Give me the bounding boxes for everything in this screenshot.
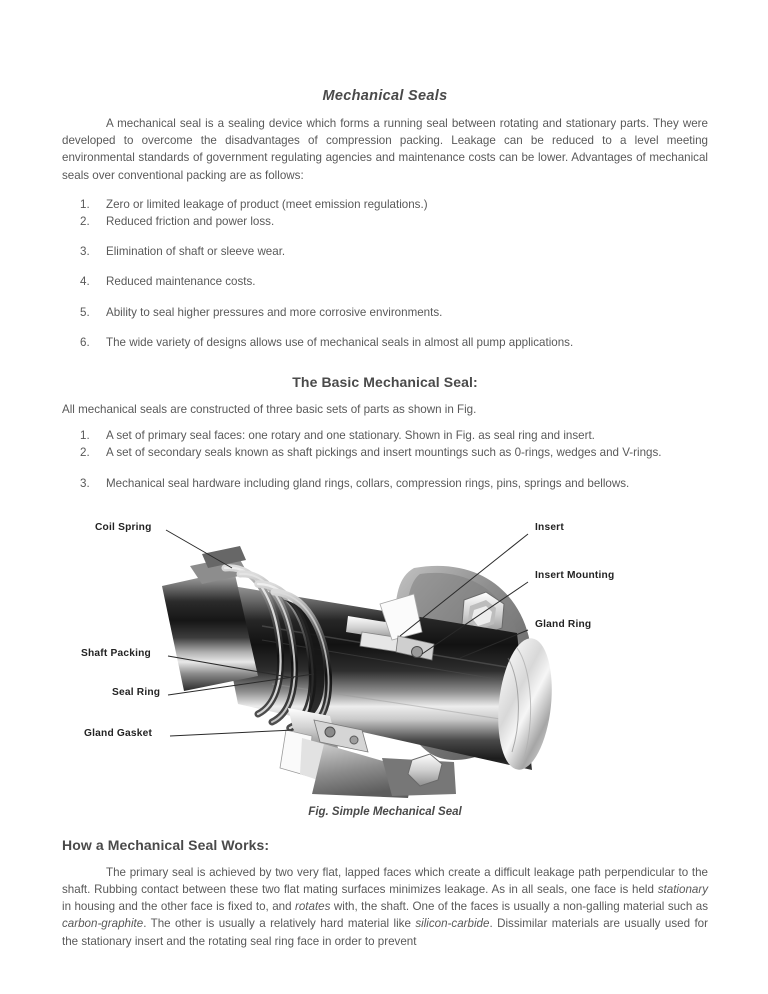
list-item-number: 3. [80, 245, 90, 259]
list-item-number: 1. [80, 197, 90, 211]
mechanical-seal-illustration [62, 508, 708, 798]
section-heading-how-it-works: How a Mechanical Seal Works: [62, 836, 270, 853]
list-item-number: 6. [80, 335, 90, 349]
list-item-text: The wide variety of designs allows use of mechanical seals in almost all pump applications. [106, 335, 574, 349]
list-item [62, 196, 708, 213]
list-item [62, 475, 708, 492]
list-item-number: 4. [80, 275, 90, 289]
figure-label-insert: Insert [535, 521, 564, 533]
figure-label-gland-gasket: Gland Gasket [84, 727, 153, 739]
list-item-text: A set of primary seal faces: one rotary and one stationary. Shown in Fig. as seal ring and insert. [106, 429, 595, 443]
figure-label-shaft-packing: Shaft Packing [81, 647, 151, 659]
list-item-text: Mechanical seal hardware including gland rings, collars, compression rings, pins, springs and bellows. [106, 476, 630, 490]
list-item-text: Ability to seal higher pressures and more corrosive environments. [106, 305, 443, 319]
list-item-number: 1. [80, 429, 90, 443]
list-item-number: 3. [80, 476, 90, 490]
figure-label-coil-spring: Coil Spring [95, 521, 152, 533]
list-item [62, 334, 708, 351]
figure-caption: Fig. Simple Mechanical Seal [308, 805, 462, 818]
emphasized-term: silicon-carbide [415, 917, 490, 931]
list-item-text: Zero or limited leakage of product (meet emission regulations.) [106, 197, 428, 211]
figure-label-gland-ring: Gland Ring [535, 618, 592, 630]
list-item [62, 273, 708, 290]
list-item-text: Elimination of shaft or sleeve wear. [106, 245, 286, 259]
list-item [62, 213, 708, 230]
advantages-list [62, 184, 708, 351]
list-item [62, 427, 708, 444]
list-item-number: 2. [80, 446, 90, 460]
list-item [62, 304, 708, 321]
page-title: Mechanical Seals [322, 88, 448, 104]
list-item [62, 243, 708, 260]
figure-label-insert-mounting: Insert Mounting [535, 569, 615, 581]
emphasized-term: carbon-graphite [62, 917, 144, 931]
emphasized-term: stationary [657, 883, 708, 897]
list-item-text: Reduced maintenance costs. [106, 275, 256, 289]
basic-seal-intro-paragraph: All mechanical seals are constructed of three basic sets of parts as shown in Fig. [62, 403, 477, 417]
document-content [62, 0, 708, 950]
figure-label-seal-ring: Seal Ring [112, 686, 161, 698]
emphasized-term: rotates [294, 900, 331, 914]
list-item-number: 5. [80, 305, 90, 319]
list-item-text: Reduced friction and power loss. [106, 215, 275, 229]
intro-paragraph: A mechanical seal is a sealing device which forms a running seal between rotating and stationary parts. They were developed to overcome the disadvantages of compression packing. Leakage can be reduced to a level meeting environmental standards of government regulating agencies and maintenance costs can be lower. Advantages of mechanical seals over conventional packing are as follows: [62, 117, 708, 182]
list-item-number: 2. [80, 215, 90, 229]
figure-simple-mechanical-seal [62, 508, 708, 798]
section-heading-basic-seal: The Basic Mechanical Seal: [292, 374, 478, 391]
how-works-paragraph: The primary seal is achieved by two very flat, lapped faces which create a difficult leakage path perpendicular to the shaft. Rubbing contact between these two flat mating surfaces minimizes leakage. As in all seals, one face is held stationary in housing and the other face is fixed to, and rotates with, the shaft. One of the faces is usually a non-galling material such as carbon-graphite. The other is usually a relatively hard material like silicon-carbide. Dissimilar materials are usually used for the stationary insert and the rotating seal ring face in order to prevent [62, 865, 708, 948]
basic-parts-list [62, 418, 708, 492]
list-item-text: A set of secondary seals known as shaft pickings and insert mountings such as 0-rings, wedges and V-rings. [106, 446, 662, 460]
list-item [62, 444, 708, 461]
